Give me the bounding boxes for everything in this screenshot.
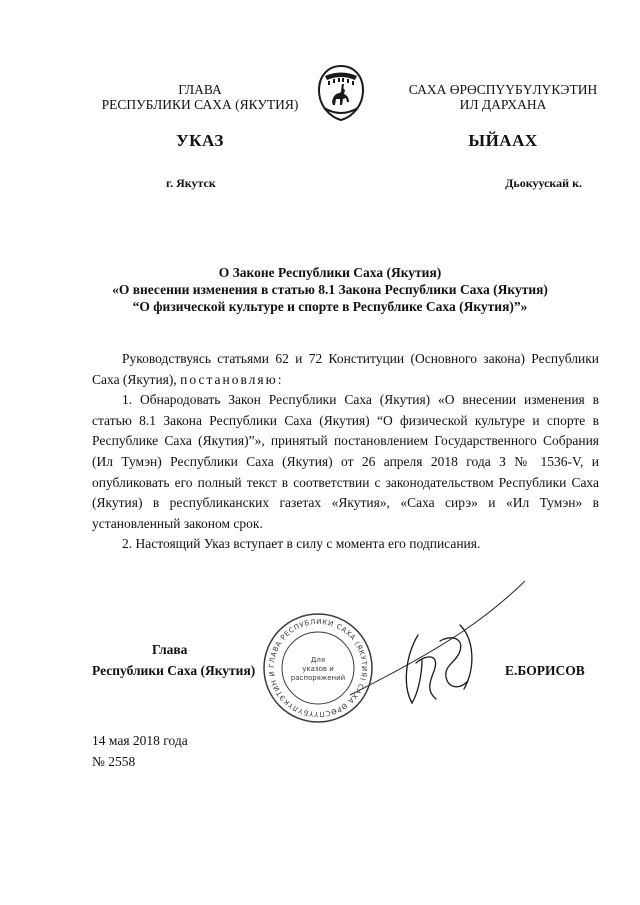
issuer-right	[398, 82, 608, 112]
city-left: г. Якутск	[166, 176, 216, 190]
sakha-coat-of-arms-icon	[316, 64, 366, 122]
decree-number: № 2558	[92, 754, 136, 769]
handwritten-signature	[388, 615, 488, 715]
signatory-title-line2: Республики Саха (Якутия)	[92, 663, 256, 678]
item-1: 1. Обнародовать Закон Республики Саха (Якутия) «О внесении изменения в статью 8.1 Закона Республики Саха (Якутия) “О физической культуре и спорте в Республике Саха (Якутия)”», принятый постановлением Государственного Собрания (Ил Тумэн) Республики Саха (Якутия) от 26 апреля 2018 года З № 1536-V, и опубликовать его полный текст в соответствии с законодательством Республики Саха (Якутия) в республиканских газетах «Якутия», «Саха сирэ» и «Ил Тумэн» в установленный законом срок.	[92, 392, 599, 531]
issuer-right-line1: САХА ӨРӨСПҮҮБҮЛҮКЭТИН	[408, 82, 598, 97]
issuer-left-line1: ГЛАВА	[178, 82, 222, 97]
decree-date: 14 мая 2018 года	[92, 733, 188, 748]
stamp-outer-text: ГЛАВА РЕСПУБЛИКИ САХА (ЯКУТИЯ) САХА ӨРӨСПҮҮБҮЛҮКЭТИН И	[267, 617, 369, 719]
title-line1: О Законе Республики Саха (Якутия)	[218, 265, 442, 280]
stamp-inner-line3: распоряжений	[290, 674, 346, 682]
signatory-title-line1: Глава	[152, 642, 188, 657]
issuer-right-line2: ИЛ ДАРХАНА	[459, 97, 547, 112]
title-line2: «О внесении изменения в статью 8.1 Закона Республики Саха (Якутия)	[112, 282, 548, 297]
item-2: 2. Настоящий Указ вступает в силу с момента его подписания.	[122, 536, 481, 552]
official-stamp	[262, 612, 374, 724]
document-body	[92, 349, 599, 555]
document-title	[60, 264, 600, 315]
stamp-inner-line1: Для	[310, 656, 326, 664]
issuer-left-line2: РЕСПУБЛИКИ САХА (ЯКУТИЯ)	[101, 97, 299, 112]
signatory-name: Е.БОРИСОВ	[505, 663, 585, 678]
intro-paragraph	[92, 349, 599, 390]
stamp-inner-line2: указов и	[302, 665, 334, 673]
issuer-left	[95, 82, 305, 112]
doc-type-right: ЫЙААХ	[468, 131, 538, 150]
title-line3: “О физической культуре и спорте в Республике Саха (Якутия)”»	[132, 299, 528, 314]
intro-text: Руководствуясь статьями 62 и 72 Конституции (Основного закона) Республики Саха (Якутия),	[92, 351, 599, 387]
doc-type-left: УКАЗ	[176, 131, 224, 150]
city-right: Дьокуускай к.	[505, 176, 582, 190]
decree-word: постановляю:	[180, 371, 284, 387]
